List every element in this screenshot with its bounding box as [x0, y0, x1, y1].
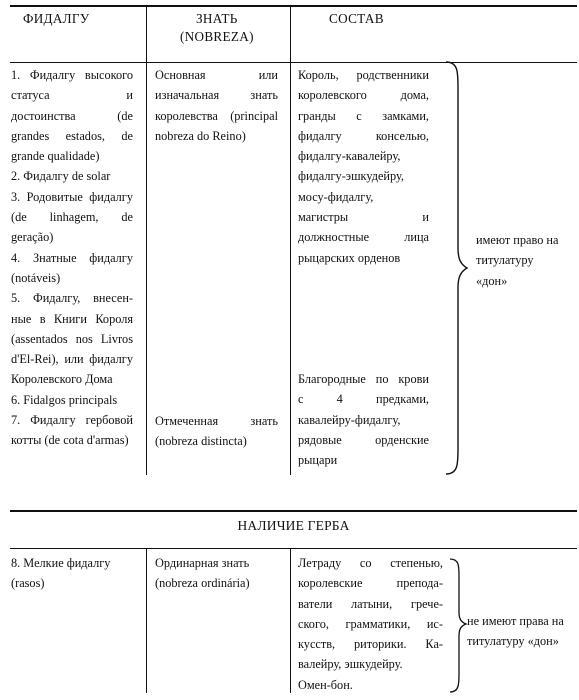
header-fidalgu: ФИДАЛГУ [23, 11, 90, 26]
block1-divider-left [146, 63, 147, 475]
fidalgu-line: 7. Фидалгу гербовой [11, 413, 133, 428]
composition-line: рыцарских орденов [298, 250, 401, 265]
composition-line: рядовые орденские [298, 432, 429, 447]
composition-line: магистры и [298, 210, 429, 225]
block1-curly-brace [440, 58, 470, 478]
block1-nobreza-distincta [155, 411, 278, 452]
composition-line: фидалгу-эшкудейру, [298, 169, 404, 184]
composition-line: гранды с замками, [298, 108, 429, 123]
block1-composition-upper [298, 65, 429, 268]
rights-note-line: «дон» [476, 273, 508, 288]
nobreza-line: nobreza do Reino) [155, 128, 246, 143]
composition-line: кусств, риторики. Ка- [298, 637, 443, 652]
fidalgu-line: (assentados nos Livros [11, 331, 133, 346]
fidalgu-line: 4. Знатные фидалгу [11, 250, 133, 265]
fidalgu-line: grande qualidade) [11, 149, 100, 164]
top-rule [10, 5, 577, 7]
fidalgu-line: ные в Книги Короля [11, 311, 133, 326]
rights-note-line: титулатуру «дон» [467, 634, 559, 649]
composition-line: королевского дома, [298, 88, 429, 103]
header-sostav: СОСТАВ [329, 11, 384, 26]
section-top-rule [10, 510, 577, 512]
nobreza-line: (nobreza distincta) [155, 434, 247, 449]
fidalgu-line: 5. Фидалгу, внесен- [11, 291, 133, 306]
block1-divider-right [290, 63, 291, 475]
header-znat: ЗНАТЬ [196, 11, 238, 26]
block2-curly-brace [446, 556, 468, 696]
fidalgu-line: 2. Фидалгу de solar [11, 169, 111, 184]
fidalgu-line: 8. Мелкие фидалгу [11, 556, 111, 570]
section-title-coat-of-arms: НАЛИЧИЕ ГЕРБА [237, 518, 350, 533]
composition-line: ского, грамматики, ис- [298, 616, 443, 631]
composition-line: кавалейру-фидалгу, [298, 412, 401, 427]
composition-line: должностные лица [298, 230, 429, 245]
rights-note-line: не имеют права на [467, 614, 564, 628]
rights-note-line: титулатуру [476, 253, 534, 268]
header-bottom-rule [10, 62, 577, 63]
composition-line: фидалгу конселью, [298, 128, 429, 143]
fidalgu-line: grandes estados, de [11, 128, 133, 143]
composition-line: ватели латыни, грече- [298, 596, 443, 611]
composition-line: Летраду со степенью, [298, 556, 443, 570]
block2-divider-right [290, 549, 291, 693]
block1-rights-note [476, 230, 576, 291]
composition-line: с 4 предками, [298, 392, 429, 407]
fidalgu-line: статуса и [11, 88, 133, 103]
block2-rights-note [467, 611, 579, 652]
nobreza-line: королевства (principal [155, 108, 278, 123]
nobreza-line: Ординарная знать [155, 556, 250, 570]
block2-divider-left [146, 549, 147, 693]
fidalgu-line: Королевского Дома [11, 372, 113, 387]
nobreza-line: Основная или [155, 68, 278, 82]
block2-fidalgu-list [11, 553, 136, 594]
header-column-divider-left [146, 6, 147, 63]
composition-line: валейру, эшкудейру. [298, 657, 403, 672]
composition-line: фидалгу-кавалейру, [298, 149, 401, 164]
fidalgu-line: d'El-Rei), или фидалгу [11, 352, 133, 367]
block1-nobreza-principal [155, 65, 278, 146]
rights-note-line: имеют право на [476, 233, 559, 247]
block1-fidalgu-list [11, 65, 133, 451]
fidalgu-line: (notáveis) [11, 270, 61, 285]
fidalgu-line: (de linhagem, de [11, 210, 133, 225]
block2-nobreza-ordinaria [155, 553, 283, 594]
section-bottom-rule [10, 548, 577, 549]
composition-line: королевские препода- [298, 576, 443, 591]
fidalgu-line: 1. Фидалгу высокого [11, 68, 133, 82]
composition-line: Король, родственники [298, 68, 429, 82]
nobreza-line: Отмеченная знать [155, 414, 278, 428]
fidalgu-line: (rasos) [11, 576, 45, 591]
composition-line: Омен-бон. [298, 677, 353, 692]
fidalgu-line: 6. Fidalgos principals [11, 392, 118, 407]
composition-line: Благородные по крови [298, 372, 429, 386]
nobreza-line: изначальная знать [155, 88, 278, 103]
block1-composition-lower [298, 369, 429, 470]
header-nobreza: (NOBREZA) [180, 29, 254, 44]
fidalgu-line: достоинства (de [11, 108, 133, 123]
header-column-divider-right [290, 6, 291, 63]
composition-line: мосу-фидалгу, [298, 189, 374, 204]
fidalgu-line: котты (de cota d'armas) [11, 433, 129, 448]
block2-composition [298, 553, 443, 695]
fidalgu-line: geração) [11, 230, 54, 245]
fidalgu-line: 3. Родовитые фидалгу [11, 189, 133, 204]
composition-line: рыцари [298, 453, 338, 468]
nobreza-line: (nobreza ordinária) [155, 576, 250, 591]
